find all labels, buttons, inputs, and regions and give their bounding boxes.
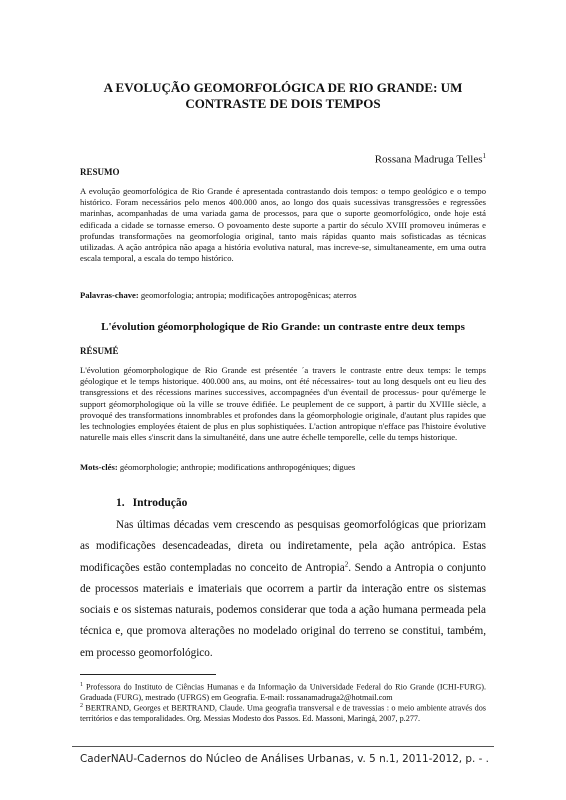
keywords-value: geomorfologia; antropia; modificações antropogênicas; aterros	[140, 290, 357, 300]
author-name: Rossana Madruga Telles	[374, 153, 483, 166]
mots-cles-label: Mots-clés:	[80, 462, 118, 472]
resume-keywords	[80, 462, 486, 473]
intro-number: 1.	[116, 497, 125, 509]
intro-paragraph	[80, 515, 486, 664]
intro-text-part-2: . Sendo a Antropia o conjunto de processos materiais e imateriais que ocorrem a partir da interação entre os sistemas sociais e os sistemas naturais, podemos considerar que toda a ação humana permeada pela técnica e, que promova alterações no modelado original do terreno se constitui, também, em processo geomorfológico.	[80, 561, 486, 659]
intro-title: Introdução	[132, 497, 188, 509]
footnote-2-number: 2	[80, 703, 83, 709]
french-title: L'évolution géomorphologique de Rio Grande: un contraste entre deux temps	[101, 321, 465, 333]
author-footnote-ref[interactable]: 1	[482, 152, 486, 160]
intro-heading	[116, 497, 195, 509]
intro-text-part-1: Nas últimas décadas vem crescendo as pesquisas geomorfológicas que priorizam as modificações desencadeadas, direta ou indiretamente, pela ação antrópica. Estas modificações estão contempladas no conceito de Antropia	[80, 519, 486, 574]
resumo-heading: RESUMO	[80, 167, 120, 177]
resumo-keywords	[80, 290, 486, 301]
footnote-1-text: Professora do Instituto de Ciências Humanas e da Informação da Universidade Federal do Rio Grande (ICHI-FURG). Graduada (FURG), mestrado (UFRGS) em Geografia. E-mail: rossanamadruga2@hotmail.com	[80, 682, 487, 703]
intro-footnote-ref[interactable]: 2	[344, 559, 349, 568]
title-line-2: CONTRASTE DE DOIS TEMPOS	[185, 96, 381, 111]
author-line	[375, 152, 486, 166]
resumo-text: A evolução geomorfológica de Rio Grande é apresentada contrastando dois tempos: o tempo geológico e o tempo histórico. Foram necessários pelo menos 400.000 anos, ao longo dos quais sucessivas transgressões e regressões marinhas, acompanhadas de uma variada gama de processos, para que o suporte geomorfológico, onde hoje está edificada a cidade se tornasse emerso. O povoamento deste suporte a partir do século XVIII promoveu inúmeras e profundas transformações na geomorfologia original, tanto mais rápidas quanto mais sofisticadas as técnicas utilizadas. A ação antrópica não apaga a história evolutiva natural, mas increve-se, simultaneamente, em uma outra escala temporal, a escala do tempo histórico.	[80, 186, 486, 264]
footnote-2	[80, 701, 486, 725]
resume-heading: RÉSUMÉ	[80, 346, 119, 356]
mots-cles-value: géomorphologie; anthropie; modifications anthropogéniques; digues	[119, 462, 356, 472]
footnote-separator	[80, 674, 216, 675]
journal-footer: CaderNAU-Cadernos do Núcleo de Análises Urbanas, v. 5 n.1, 2011-2012, p. - .	[80, 753, 489, 765]
footnote-1-number: 1	[80, 682, 83, 688]
title-line-1: A EVOLUÇÃO GEOMORFOLÓGICA DE RIO GRANDE: UM	[103, 80, 463, 95]
resume-text: L'évolution géomorphologique de Rio Grande est présentée ´a travers le contraste entre deux temps: le temps géologique et le temps historique. 400.000 ans, au moins, ont été nécessaires- tout au long desquels ont eu lieu des transgressions et des récessions marines successives, accompagnées d'un éventail de processus- pour qu'émerge le support géomorphologique où la ville se trouve édifiée. Le peuplement de ce support, à partir du XVIIIe siècle, a provoqué des transformations innombrables et profondes dans la géomorphologie originale, d'autant plus rapides que les technologies employées étaient de plus en plus sophistiquées. L'action antropique n'efface pas l'histoire évolutive naturelle mais elles s'inscrit dans la simultanéité, dans une autre échelle temporelle, celle du temps historique.	[80, 365, 486, 443]
keywords-label: Palavras-chave:	[80, 290, 139, 300]
footnote-2-text: BERTRAND, Georges et BERTRAND, Claude. Uma geografia transversal e de travessias : o meio ambiente através dos territórios e das temporalidades. Org. Messias Modesto dos Passos. Ed. Massoni, Maringá, 2007, p.277.	[80, 703, 486, 724]
footnote-1	[80, 680, 486, 704]
paper-title	[60, 80, 506, 112]
footer-separator	[72, 746, 494, 747]
